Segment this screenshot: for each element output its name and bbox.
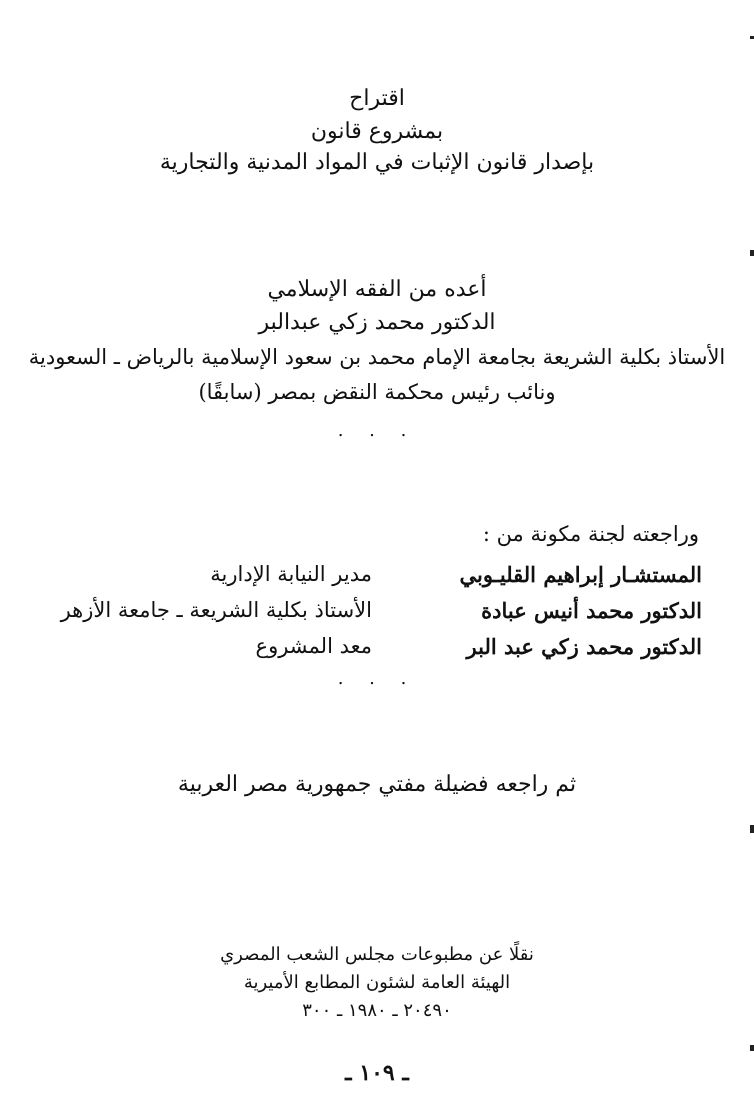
separator-dots: . . . [337,668,417,689]
prepared-by-line: أعده من الفقه الإسلامي [267,277,487,302]
mufti-review-line: ثم راجعه فضيلة مفتي جمهورية مصر العربية [177,772,577,797]
committee-member [52,556,702,592]
source-line: نقلًا عن مطبوعات مجلس الشعب المصري [220,944,534,965]
member-role: الأستاذ بكلية الشريعة ـ جامعة الأزهر [60,598,372,622]
law-name: بإصدار قانون الإثبات في المواد المدنية والتجارية [159,150,595,175]
member-name: المستشـار إبراهيم القليـوبي [459,561,702,587]
member-name: الدكتور محمد أنيس عبادة [481,597,702,623]
member-name: الدكتور محمد زكي عبد البر [466,633,702,659]
scan-edge-mark [750,36,754,39]
committee-member [52,592,702,628]
draft-law-subtitle: بمشروع قانون [310,119,444,144]
proposal-title: اقتراح [349,86,405,111]
author-former-position: ونائب رئيس محكمة النقض بمصر (سابقًا) [198,380,556,404]
separator-dots: . . . [337,420,417,441]
publisher-line: الهيئة العامة لشئون المطابع الأميرية [243,972,511,993]
scan-edge-mark [750,825,754,833]
committee-member [52,628,702,664]
scan-edge-mark [750,1045,754,1051]
committee-heading: وراجعته لجنة مكونة من : [482,522,699,546]
committee-list [52,556,702,664]
author-name: الدكتور محمد زكي عبدالبر [258,310,496,335]
member-role: مدير النيابة الإدارية [210,562,372,586]
member-role: معد المشروع [255,634,372,658]
print-reference: ٢٠٤٩٠ ـ ١٩٨٠ ـ ٣٠٠ [302,1000,452,1021]
page-number: ـ ١٠٩ ـ [345,1060,409,1086]
scan-edge-mark [750,250,754,256]
author-position: الأستاذ بكلية الشريعة بجامعة الإمام محمد بن سعود الإسلامية بالرياض ـ السعودية [28,345,726,369]
